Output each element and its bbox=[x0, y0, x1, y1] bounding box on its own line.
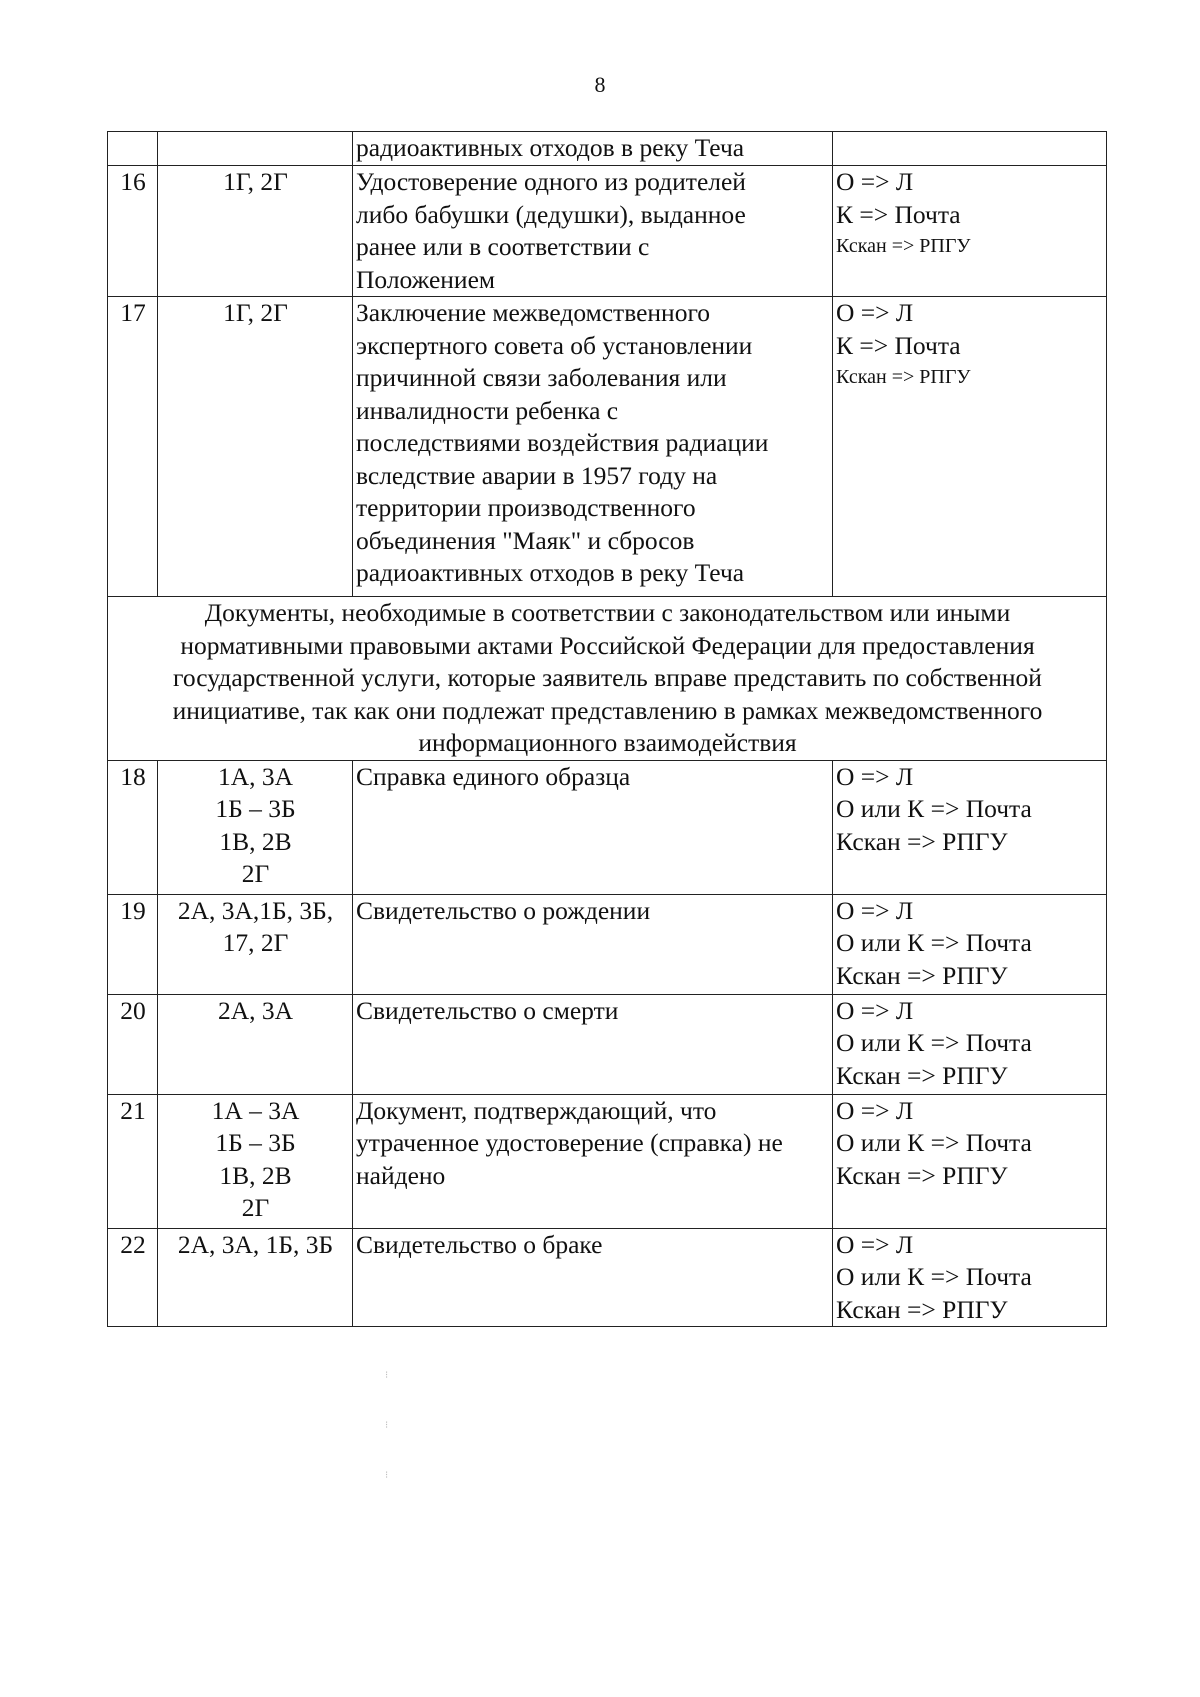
section-header-body bbox=[108, 597, 1107, 761]
table-row bbox=[108, 297, 1107, 597]
submission-method-line: О => Л bbox=[836, 1095, 914, 1125]
table-row bbox=[108, 166, 1107, 297]
submission-method-cell bbox=[833, 166, 1107, 297]
table-row bbox=[108, 1094, 1107, 1228]
document-name-line: Положением bbox=[356, 264, 496, 294]
scan-artifact: ⁝ bbox=[385, 1420, 389, 1431]
applicant-category-cell bbox=[158, 166, 353, 297]
submission-method-cell bbox=[833, 760, 1107, 894]
submission-method-cell bbox=[833, 1228, 1107, 1327]
applicant-category: 1Б – 3Б bbox=[215, 1128, 296, 1157]
document-name-line: Справка единого образца bbox=[356, 761, 631, 791]
document-name-cell bbox=[353, 1228, 833, 1327]
submission-method-line: О или К => Почта bbox=[836, 794, 1032, 823]
document-name-line: Заключение межведомственного bbox=[356, 298, 711, 327]
document-name-line: инвалидности ребенка с bbox=[356, 395, 619, 425]
submission-method-cell bbox=[833, 132, 1107, 166]
document-name-cell bbox=[353, 760, 833, 894]
section-header-line: Документы, необходимые в соответствии с законодательством или иными bbox=[204, 598, 1011, 627]
document-name-cell bbox=[353, 1094, 833, 1228]
submission-method-line: Кскан => РПГУ bbox=[836, 826, 1008, 856]
document-name-line: ранее или в соответствии с bbox=[356, 232, 650, 261]
section-header-line: информационного взаимодействия bbox=[418, 728, 797, 757]
document-name-line: последствиями воздействия радиации bbox=[356, 428, 769, 457]
applicant-category-cell bbox=[158, 1094, 353, 1228]
applicant-category: 1В, 2В bbox=[219, 1160, 292, 1190]
submission-method-line: О => Л bbox=[836, 895, 914, 925]
applicant-category-cell bbox=[158, 994, 353, 1094]
applicant-category: 2Г bbox=[241, 1193, 270, 1222]
section-header-line: государственной услуги, которые заявитель вправе представить по собственной bbox=[173, 663, 1042, 692]
document-name-line: Свидетельство о смерти bbox=[356, 995, 619, 1025]
submission-method-cell bbox=[833, 894, 1107, 994]
scan-artifact: ⁝ bbox=[385, 1470, 389, 1481]
row-number-cell: 20 bbox=[108, 994, 158, 1094]
submission-method-line: Кскан => РПГУ bbox=[836, 1294, 1008, 1324]
documents-table bbox=[107, 131, 1107, 1327]
applicant-category: 17, 2Г bbox=[222, 928, 289, 957]
documents-table-bottom-body bbox=[108, 760, 1107, 1327]
section-header-line: инициативе, так как они подлежат представлению в рамках межведомственного bbox=[172, 695, 1043, 725]
document-name-line: утраченное удостоверение (справка) не bbox=[356, 1128, 783, 1157]
applicant-category-cell bbox=[158, 297, 353, 597]
section-header-line: нормативными правовыми актами Российской Федерации для предоставления bbox=[180, 630, 1035, 660]
page-number: 8 bbox=[594, 72, 606, 97]
applicant-category: 2А, 3А, 1Б, 3Б bbox=[177, 1229, 334, 1259]
submission-method-line: О => Л bbox=[836, 167, 914, 196]
document-name-line: Свидетельство о браке bbox=[356, 1229, 603, 1259]
submission-method-line: О => Л bbox=[836, 1229, 914, 1259]
submission-method-line: Кскан => РПГУ bbox=[836, 235, 971, 257]
applicant-category: 2А, 3А,1Б, 3Б, bbox=[177, 895, 334, 925]
row-number-cell: 16 bbox=[108, 166, 158, 297]
submission-method-line: О => Л bbox=[836, 995, 914, 1025]
row-number-cell bbox=[108, 132, 158, 166]
applicant-category-cell bbox=[158, 132, 353, 166]
document-name-line: либо бабушки (дедушки), выданное bbox=[356, 199, 746, 229]
document-name-line: причинной связи заболевания или bbox=[356, 363, 727, 392]
document-name-line: Свидетельство о рождении bbox=[356, 895, 651, 925]
documents-table-top-body bbox=[108, 132, 1107, 597]
document-name-cell bbox=[353, 297, 833, 597]
section-header bbox=[108, 597, 1107, 761]
applicant-category: 1А, 3А bbox=[217, 761, 294, 791]
document-name-line: вследствие аварии в 1957 году на bbox=[356, 460, 718, 490]
submission-method-line: Кскан => РПГУ bbox=[836, 366, 971, 388]
submission-method-line: К => Почта bbox=[836, 199, 961, 229]
row-number-cell: 18 bbox=[108, 760, 158, 894]
submission-method-line: Кскан => РПГУ bbox=[836, 1060, 1008, 1090]
table-row bbox=[108, 132, 1107, 166]
document-name-cell bbox=[353, 994, 833, 1094]
submission-method-line: О или К => Почта bbox=[836, 1128, 1032, 1157]
section-header-row bbox=[108, 597, 1107, 761]
document-name-line: найдено bbox=[356, 1160, 446, 1190]
table-row bbox=[108, 894, 1107, 994]
document-name-line: Документ, подтверждающий, что bbox=[356, 1095, 717, 1125]
document-name-cell bbox=[353, 894, 833, 994]
submission-method-line: О или К => Почта bbox=[836, 1028, 1032, 1057]
row-number-cell: 22 bbox=[108, 1228, 158, 1327]
applicant-category: 1А – 3А bbox=[211, 1095, 300, 1125]
applicant-category-cell bbox=[158, 760, 353, 894]
document-name-line: радиоактивных отходов в реку Теча bbox=[356, 558, 745, 587]
submission-method-cell bbox=[833, 994, 1107, 1094]
submission-method-cell bbox=[833, 297, 1107, 597]
submission-method-cell bbox=[833, 1094, 1107, 1228]
submission-method-line: Кскан => РПГУ bbox=[836, 1160, 1008, 1190]
document-name-line: экспертного совета об установлении bbox=[356, 330, 753, 360]
document-name-cell bbox=[353, 132, 833, 166]
applicant-category: 2А, 3А bbox=[217, 995, 294, 1025]
row-number-cell: 19 bbox=[108, 894, 158, 994]
applicant-category: 1Г, 2Г bbox=[223, 298, 288, 327]
applicant-category: 2Г bbox=[241, 859, 270, 888]
applicant-category: 1В, 2В bbox=[219, 826, 292, 856]
submission-method-line: О => Л bbox=[836, 761, 914, 791]
table-row bbox=[108, 1228, 1107, 1327]
applicant-category: 1Г, 2Г bbox=[223, 167, 288, 196]
document-name-line: радиоактивных отходов в реку Теча bbox=[356, 133, 745, 162]
row-number-cell: 21 bbox=[108, 1094, 158, 1228]
document-name-line: Удостоверение одного из родителей bbox=[356, 167, 746, 196]
submission-method-line: О => Л bbox=[836, 298, 914, 327]
table-row bbox=[108, 994, 1107, 1094]
submission-method-line: К => Почта bbox=[836, 330, 961, 360]
applicant-category-cell bbox=[158, 1228, 353, 1327]
scan-artifact: ⁝ bbox=[385, 1370, 389, 1381]
document-name-line: территории производственного bbox=[356, 493, 696, 522]
table-row bbox=[108, 760, 1107, 894]
submission-method-line: Кскан => РПГУ bbox=[836, 960, 1008, 990]
document-name-line: объединения "Маяк" и сбросов bbox=[356, 525, 695, 555]
applicant-category-cell bbox=[158, 894, 353, 994]
document-name-cell bbox=[353, 166, 833, 297]
applicant-category: 1Б – 3Б bbox=[215, 794, 296, 823]
row-number-cell: 17 bbox=[108, 297, 158, 597]
submission-method-line: О или К => Почта bbox=[836, 928, 1032, 957]
submission-method-line: О или К => Почта bbox=[836, 1262, 1032, 1291]
